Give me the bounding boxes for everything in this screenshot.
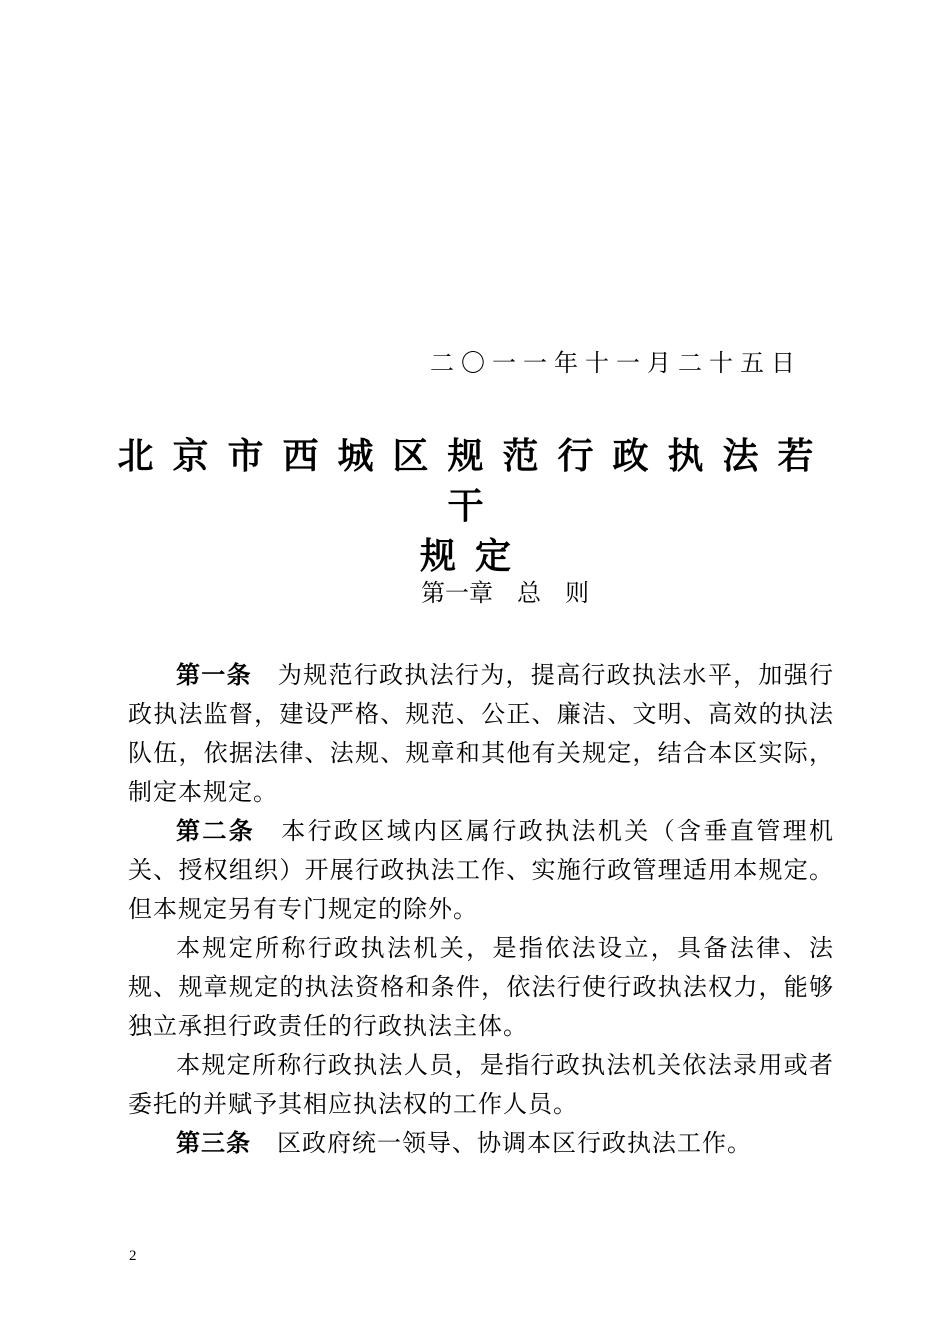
paragraph-text: 本行政区域内区属行政执法机关（含垂直管理机关、授权组织）开展行政执法工作、实施行政管理适用本规定。但本规定另有专门规定的除外。	[128, 817, 835, 923]
document-title	[110, 432, 840, 582]
body-paragraph	[128, 929, 834, 1046]
article-number: 第三条	[176, 1129, 251, 1157]
article-paragraph	[128, 812, 834, 929]
paragraph-text: 区政府统一领导、协调本区行政执法工作。	[277, 1129, 752, 1157]
article-paragraph	[128, 1124, 834, 1163]
paragraph-text: 为规范行政执法行为，提高行政执法水平，加强行政执法监督，建设严格、规范、公正、廉洁、文明、高效的执法队伍，依据法律、法规、规章和其他有关规定，结合本区实际，制定本规定。	[128, 661, 834, 806]
title-line-2: 规定	[419, 536, 530, 577]
document-date: 二〇一一年十一月二十五日	[430, 349, 802, 377]
article-number: 第一条	[176, 661, 252, 689]
page-number: 2	[129, 1248, 137, 1264]
paragraph-text: 本规定所称行政执法人员，是指行政执法机关依法录用或者委托的并赋予其相应执法权的工作人员。	[128, 1051, 834, 1118]
body-paragraph	[128, 1046, 834, 1124]
document-body	[128, 656, 834, 1163]
title-line-1: 北京市西城区规范行政执法若干	[117, 436, 833, 527]
article-paragraph	[128, 656, 834, 812]
article-number: 第二条	[176, 817, 256, 845]
paragraph-text: 本规定所称行政执法机关，是指依法设立，具备法律、法规、规章规定的执法资格和条件，依法行使行政执法权力，能够独立承担行政责任的行政执法主体。	[128, 934, 834, 1040]
chapter-heading: 第一章 总 则	[421, 579, 589, 607]
